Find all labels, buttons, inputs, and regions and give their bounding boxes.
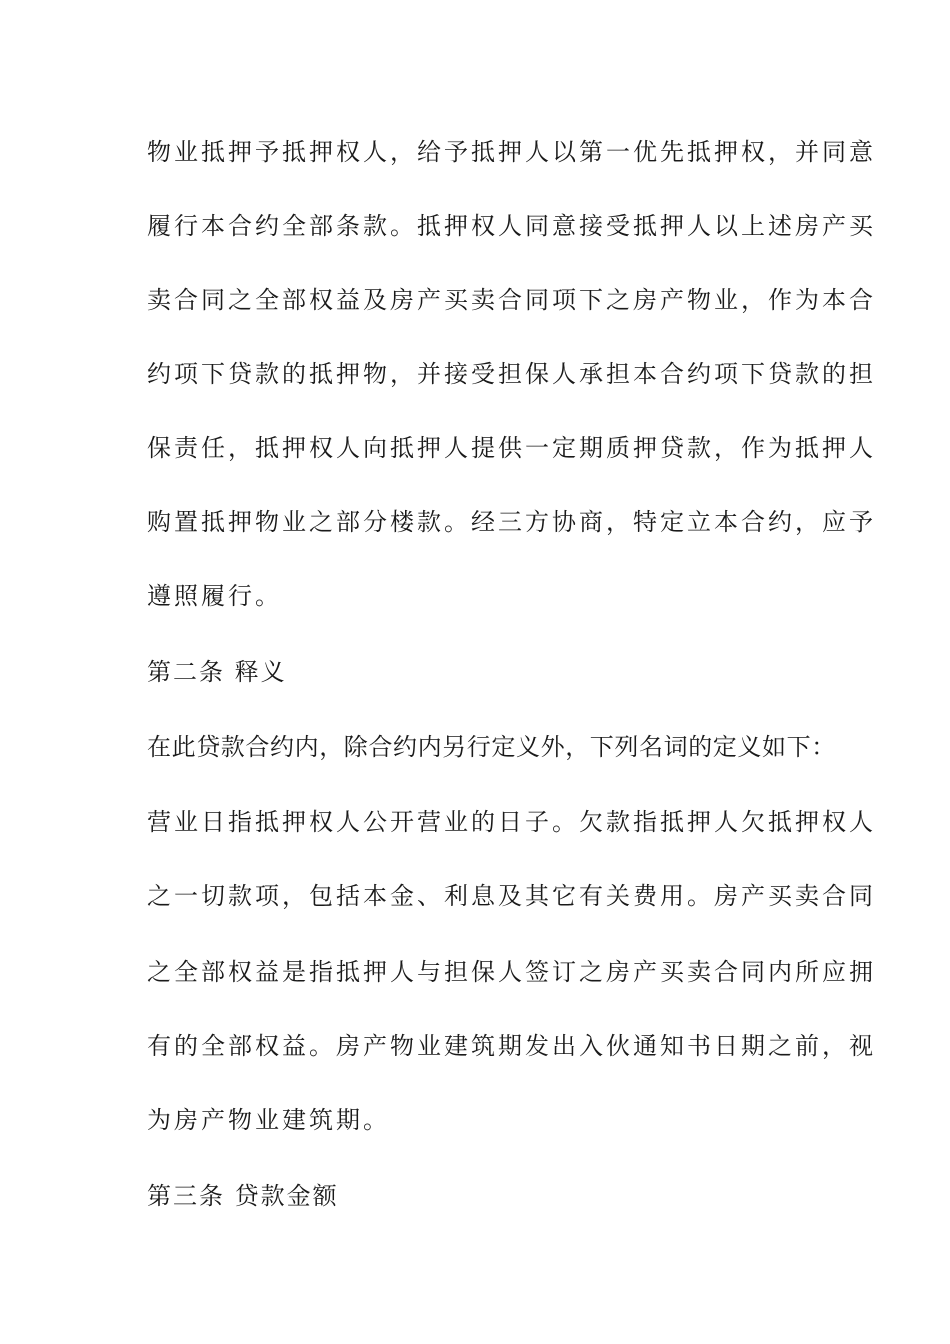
paragraph-line: 之一切款项，包括本金、利息及其它有关费用。房产买卖合同 xyxy=(147,882,876,910)
article-heading: 第二条 释义 xyxy=(147,658,287,686)
paragraph-line: 保责任，抵押权人向抵押人提供一定期质押贷款，作为抵押人 xyxy=(147,434,876,462)
paragraph-line: 购置抵押物业之部分楼款。经三方协商，特定立本合约，应予 xyxy=(147,508,876,536)
paragraph-line: 卖合同之全部权益及房产买卖合同项下之房产物业，作为本合 xyxy=(147,286,876,314)
paragraph-line: 物业抵押予抵押权人，给予抵押人以第一优先抵押权，并同意 xyxy=(147,138,876,166)
article-heading: 第三条 贷款金额 xyxy=(147,1182,339,1210)
paragraph-line: 之全部权益是指抵押人与担保人签订之房产买卖合同内所应拥 xyxy=(147,958,876,986)
paragraph-line: 在此贷款合约内，除合约内另行定义外，下列名词的定义如下： xyxy=(147,733,836,761)
paragraph-line: 履行本合约全部条款。抵押权人同意接受抵押人以上述房产买 xyxy=(147,212,876,240)
paragraph-line: 约项下贷款的抵押物，并接受担保人承担本合约项下贷款的担 xyxy=(147,360,876,388)
paragraph-line: 营业日指抵押权人公开营业的日子。欠款指抵押人欠抵押权人 xyxy=(147,808,876,836)
paragraph-line: 遵照履行。 xyxy=(147,582,282,610)
paragraph-line: 为房产物业建筑期。 xyxy=(147,1106,390,1134)
paragraph-line: 有的全部权益。房产物业建筑期发出入伙通知书日期之前，视 xyxy=(147,1032,876,1060)
